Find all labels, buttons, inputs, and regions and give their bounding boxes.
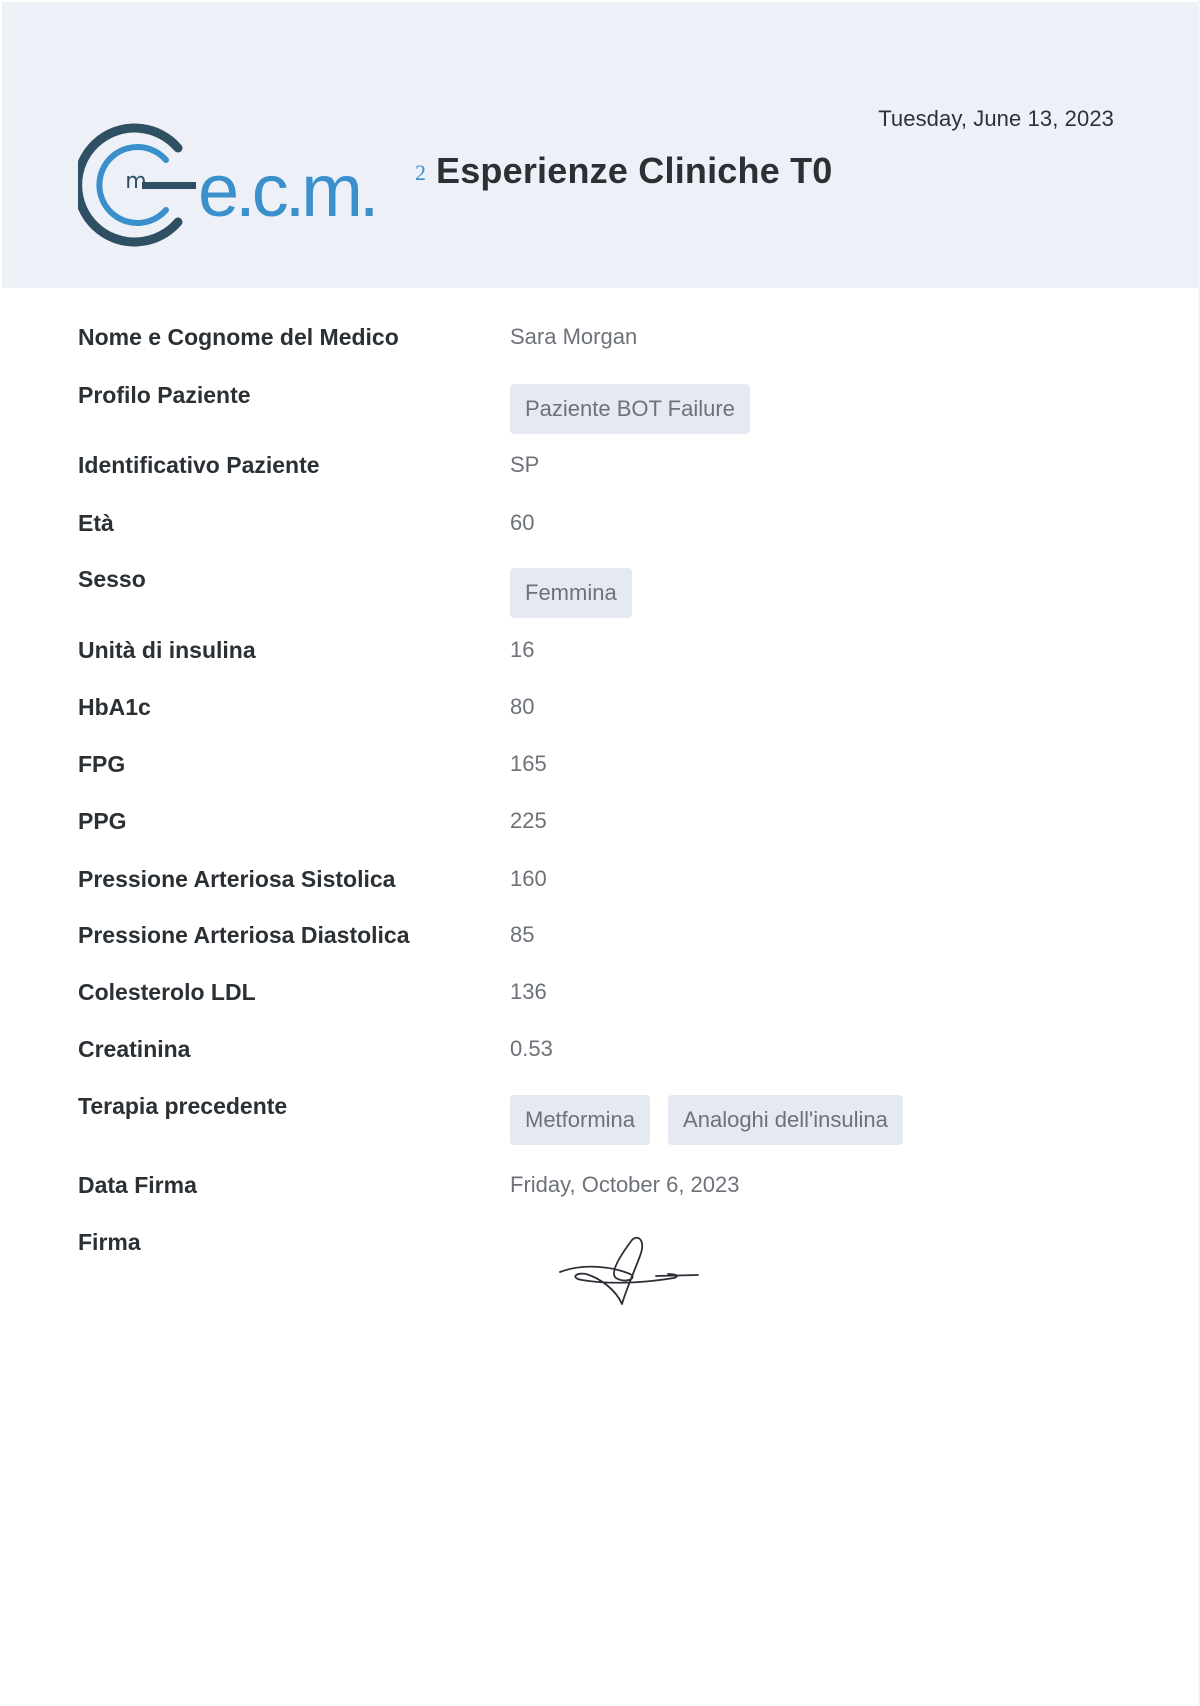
field-label: FPG — [78, 751, 126, 777]
field-label: Età — [78, 510, 114, 536]
field-label: Terapia precedente — [78, 1093, 288, 1119]
chip-group — [510, 1095, 903, 1145]
logo-bar — [142, 182, 196, 189]
field-label: HbA1c — [78, 694, 151, 720]
field-value: 16 — [510, 637, 535, 662]
field-value: 225 — [510, 808, 547, 833]
chip-group — [510, 384, 750, 434]
field-value: Friday, October 6, 2023 — [510, 1172, 740, 1197]
field-label: Sesso — [78, 566, 146, 592]
field-value: 80 — [510, 694, 535, 719]
field-value: 85 — [510, 922, 535, 947]
field-label: Nome e Cognome del Medico — [78, 324, 399, 350]
report-header — [2, 2, 1198, 288]
field-value: Sara Morgan — [510, 324, 638, 349]
field-value: 165 — [510, 751, 547, 776]
field-label: Firma — [78, 1229, 141, 1255]
signature-image — [556, 1234, 702, 1310]
field-label: Colesterolo LDL — [78, 979, 256, 1005]
logo-superscript: 2 — [415, 160, 426, 185]
field-label: Pressione Arteriosa Diastolica — [78, 922, 410, 948]
field-value: 60 — [510, 510, 535, 535]
report-date: Tuesday, June 13, 2023 — [878, 106, 1114, 131]
chip-profilo: Paziente BOT Failure — [510, 384, 750, 434]
logo-inner-letter: m — [125, 169, 147, 194]
field-value: SP — [510, 452, 540, 477]
field-label: Profilo Paziente — [78, 382, 251, 408]
page-title: Esperienze Cliniche T0 — [436, 150, 833, 191]
field-label: Unità di insulina — [78, 637, 256, 663]
field-label: Creatinina — [78, 1036, 191, 1062]
field-label: Pressione Arteriosa Sistolica — [78, 866, 396, 892]
field-value: 136 — [510, 979, 547, 1004]
field-label: PPG — [78, 808, 127, 834]
field-label: Identificativo Paziente — [78, 452, 320, 478]
chip-sesso: Femmina — [510, 568, 632, 618]
field-value: 160 — [510, 866, 547, 891]
ecm-logo — [78, 120, 438, 250]
chip-terapia-metformina: Metformina — [510, 1095, 650, 1145]
chip-terapia-analoghi: Analoghi dell'insulina — [668, 1095, 903, 1145]
chip-group — [510, 568, 632, 618]
field-value: 0.53 — [510, 1036, 553, 1061]
field-label: Data Firma — [78, 1172, 197, 1198]
logo-text: e.c.m. — [198, 149, 376, 232]
